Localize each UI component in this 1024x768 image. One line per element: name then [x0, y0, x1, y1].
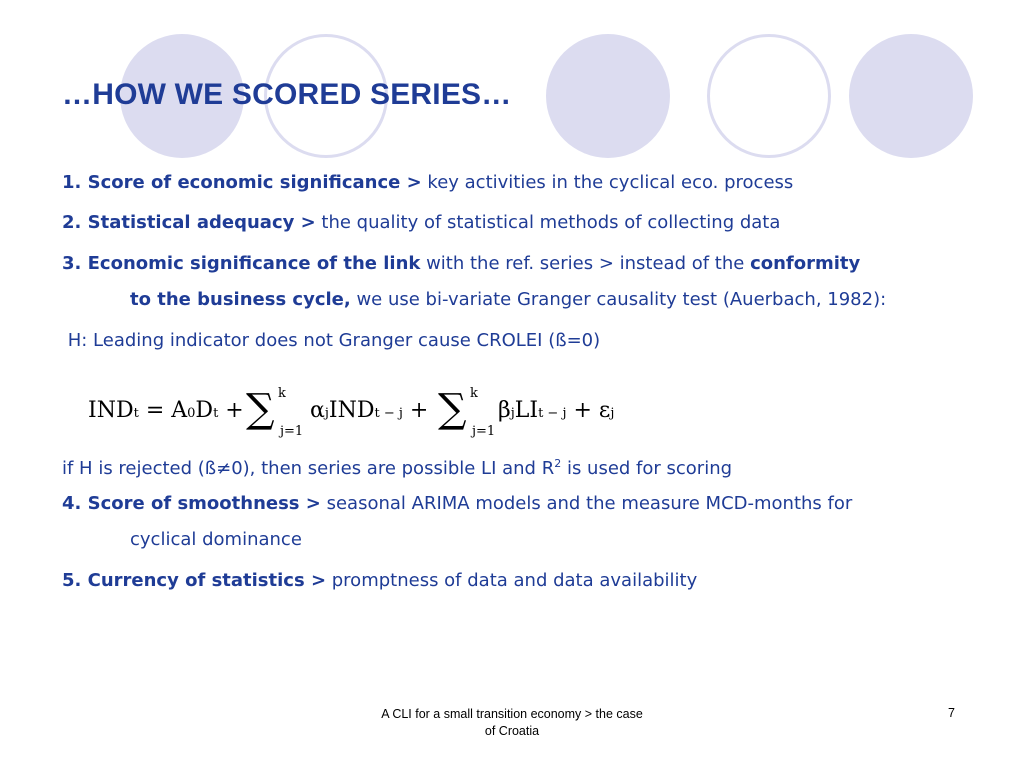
item-statistical-adequacy	[62, 205, 992, 241]
item-text: with the ref. series > instead of the	[420, 253, 751, 274]
item-label: 1. Score of economic significance >	[62, 172, 422, 193]
summation-icon: ∑	[246, 386, 275, 432]
item-text: we use bi-variate Granger causality test (Auerbach, 1982):	[350, 289, 887, 310]
sum-upper: k	[278, 386, 286, 401]
hypothesis-text: H: Leading indicator does not Granger cause CROLEI (ß=0)	[62, 330, 601, 351]
item-emphasis: conformity	[750, 253, 861, 274]
granger-formula	[88, 384, 648, 444]
footer-text: A CLI for a small transition economy > the case of Croatia	[381, 707, 643, 738]
item-line-2	[62, 282, 992, 318]
formula-beta-term: βjLIt − j + εj	[498, 398, 615, 423]
slide-title: …HOW WE SCORED SERIES…	[62, 78, 512, 111]
item-label: 5. Currency of statistics >	[62, 570, 327, 591]
item-line-1	[62, 246, 992, 282]
item-economic-significance	[62, 165, 992, 201]
decor-circle-5	[849, 34, 973, 158]
item-line-1	[62, 486, 992, 522]
sum-lower: j=1	[472, 424, 496, 439]
sum-lower: j=1	[280, 424, 304, 439]
item-label: 2. Statistical adequacy >	[62, 212, 316, 233]
sum-upper: k	[470, 386, 478, 401]
formula-lhs: INDt = A0Dt +	[88, 398, 244, 423]
item-currency	[62, 563, 992, 599]
page-number: 7	[948, 706, 955, 720]
item-label: 3. Economic significance of the link	[62, 253, 421, 274]
item-emphasis: to the business cycle,	[130, 289, 351, 310]
item-text: seasonal ARIMA models and the measure MCD-months for	[320, 493, 853, 514]
formula-alpha-term: αjINDt − j +	[310, 398, 429, 423]
item-line-2: cyclical dominance	[130, 529, 302, 550]
item-smoothness	[62, 486, 992, 558]
decor-circle-4	[707, 34, 831, 158]
rejection-text: if H is rejected (ß≠0), then series are possible LI and $R^2$ is used for scoring	[62, 457, 733, 479]
item-label: 4. Score of smoothness >	[62, 493, 321, 514]
item-link-significance	[62, 246, 992, 318]
summation-icon: ∑	[438, 386, 467, 432]
decor-circle-3	[546, 34, 670, 158]
item-text: promptness of data and data availability	[326, 570, 698, 591]
item-text: the quality of statistical methods of collecting data	[315, 212, 781, 233]
item-text: key activities in the cyclical eco. process	[421, 172, 794, 193]
